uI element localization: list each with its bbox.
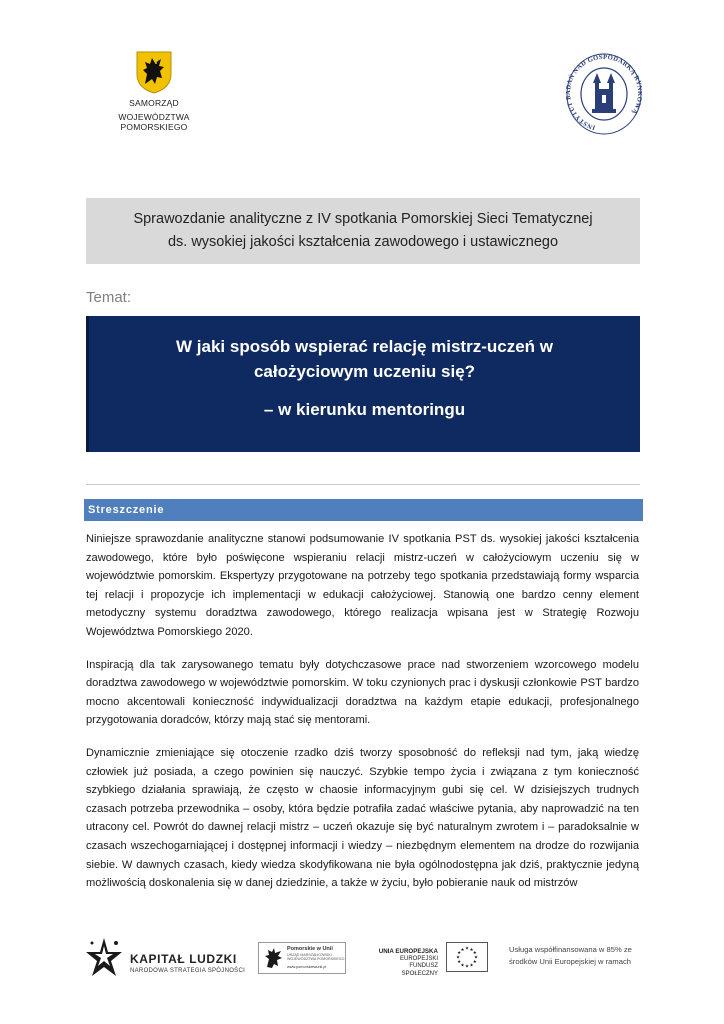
voivodeship-caption-2: WOJEWÓDZTWA POMORSKIEGO [118, 112, 190, 132]
pomorskie-title: Pomorskie w Unii [287, 946, 333, 952]
eu-star: ★ [460, 962, 465, 968]
topic-box [86, 316, 640, 452]
summary-paragraph: Inspiracją dla tak zarysowanego tematu były dotychczasowe prace nad stworzeniem wzorcowego modelu doradztwa zawodowego w województwie pomorskim. W toku czynionych prac i dyskusji członkowie PST bardzo mocno akcentowali konieczność indywidualizacji doradztwa na każdym etapie edukacji, profesjonalnego przygotowania doradców, którzy mają stać się mentorami. [86, 658, 639, 727]
pomorskie-office-line-1: URZĄD MARSZAŁKOWSKI [287, 953, 332, 957]
section-divider [86, 484, 640, 485]
ibngr-logo [566, 53, 642, 135]
summary-heading: Streszczenie [84, 499, 643, 521]
report-title-box [86, 198, 640, 264]
eu-star: ★ [464, 963, 470, 969]
pomorskie-url: www.pomorskiewunii.pl [287, 965, 327, 969]
topic-question: W jaki sposób wspierać relację mistrz-uczeń w całożyciowym uczeniu się? [176, 337, 553, 381]
eu-star: ★ [472, 959, 477, 965]
report-title-line-1: Sprawozdanie analityczne z IV spotkania Pomorskiej Sieci Tematycznej [133, 211, 593, 227]
voivodeship-logo [84, 50, 224, 130]
eu-star: ★ [469, 962, 474, 968]
eu-star: ★ [473, 954, 479, 960]
eu-star: ★ [455, 954, 461, 960]
eu-caption-line-3: FUNDUSZ SPOŁECZNY [401, 963, 438, 977]
summary-body [86, 530, 639, 907]
topic-subtitle: – w kierunku mentoringu [263, 400, 466, 419]
cofunding-note: Usługa współfinansowana w 85% ze środków Unii Europejskiej w ramach [509, 945, 632, 966]
footer-logos [86, 934, 656, 984]
eu-star: ★ [457, 950, 462, 956]
eu-star: ★ [469, 946, 474, 952]
summary-paragraph: Niniejsze sprawozdanie analityczne stanowi podsumowanie IV spotkania PST ds. wysokiej jakości kształcenia zawodowego, które było poświęcone wspieraniu relacji mistrz-uczeń w całożyciowym uczeniu się w województwie pomorskim. Ekspertyzy przygotowane na potrzeby tego spotkania przedstawiają formy wsparcia tej relacji i propozycje ich implementacji w edukacji całożyciowej. Stanowią one bardzo cenny element metodyczny systemu doradztwa zawodowego, którego realizacja wpisana jest w Strategię Rozwoju Województwa Pomorskiego 2020. [86, 533, 639, 638]
ibngr-ring-text: INSTYTUT AŃ NAD GOSPODARKĄ RY WĄ [566, 53, 642, 131]
eu-star: ★ [460, 946, 465, 952]
eu-star: ★ [464, 945, 470, 951]
topic-label: Temat: [86, 289, 132, 306]
voivodeship-caption-1: SAMORZĄD [129, 98, 179, 108]
pomorskie-w-unii-logo [258, 942, 346, 974]
summary-paragraph: Dynamicznie zmieniające się otoczenie rzadko dziś tworzy sposobność do refleksji nad tym, jaką wiedzę człowiek już posiada, a czego powinien się nauczyć. Szybkie tempo życia i związana z tym konieczność szybkiego działania sprawiają, że często w chaosie informacyjnym gubi się cel. W dzisiejszych trudnych czasach potrzeba przewodnika – osoby, która będzie potrafiła zadać właściwe pytania, aby naprowadzić na ten utracony cel. Powrót do dawnej relacji mistrz – uczeń okazuje się być naturalnym zwrotem i – paradoksalnie w czasach wszechogarniającej i dostępnej informacji i wiedzy – niezbędnym elementem na drodze do rozwijania siebie. W dawnych czasach, kiedy wiedza skodyfikowana nie była ogólnodostępna jak dziś, praktycznie jedyną możliwością doskonalenia się w danej dziedzinie, a także w życiu, było pobieranie nauk od mistrzów [86, 746, 639, 890]
eu-stars-flag-icon [447, 943, 487, 971]
kapital-ludzki-title: KAPITAŁ LUDZKI [130, 952, 237, 966]
pomorskie-griffin-icon [262, 947, 284, 969]
pomorskie-office [287, 953, 344, 961]
pomorskie-office-line-2: WOJEWÓDZTWA POMORSKIEGO [287, 957, 345, 961]
kapital-ludzki-subtitle: NARODOWA STRATEGIA SPÓJNOŚCI [130, 968, 246, 974]
eu-flag [446, 942, 488, 972]
eu-caption-line-1: UNIA EUROPEJSKA [378, 948, 438, 955]
pomeranian-griffin-crest-icon [135, 50, 173, 94]
eu-caption [376, 948, 438, 978]
ibngr-seal-icon [566, 53, 642, 135]
report-title-line-2: ds. wysokiej jakości kształcenia zawodowego i ustawicznego [167, 234, 559, 250]
eu-caption-line-2: EUROPEJSKI [399, 955, 438, 962]
eu-star: ★ [457, 959, 462, 965]
kapital-ludzki-logo [86, 936, 246, 980]
eu-star: ★ [472, 950, 477, 956]
kapital-ludzki-star-icon [86, 936, 126, 980]
